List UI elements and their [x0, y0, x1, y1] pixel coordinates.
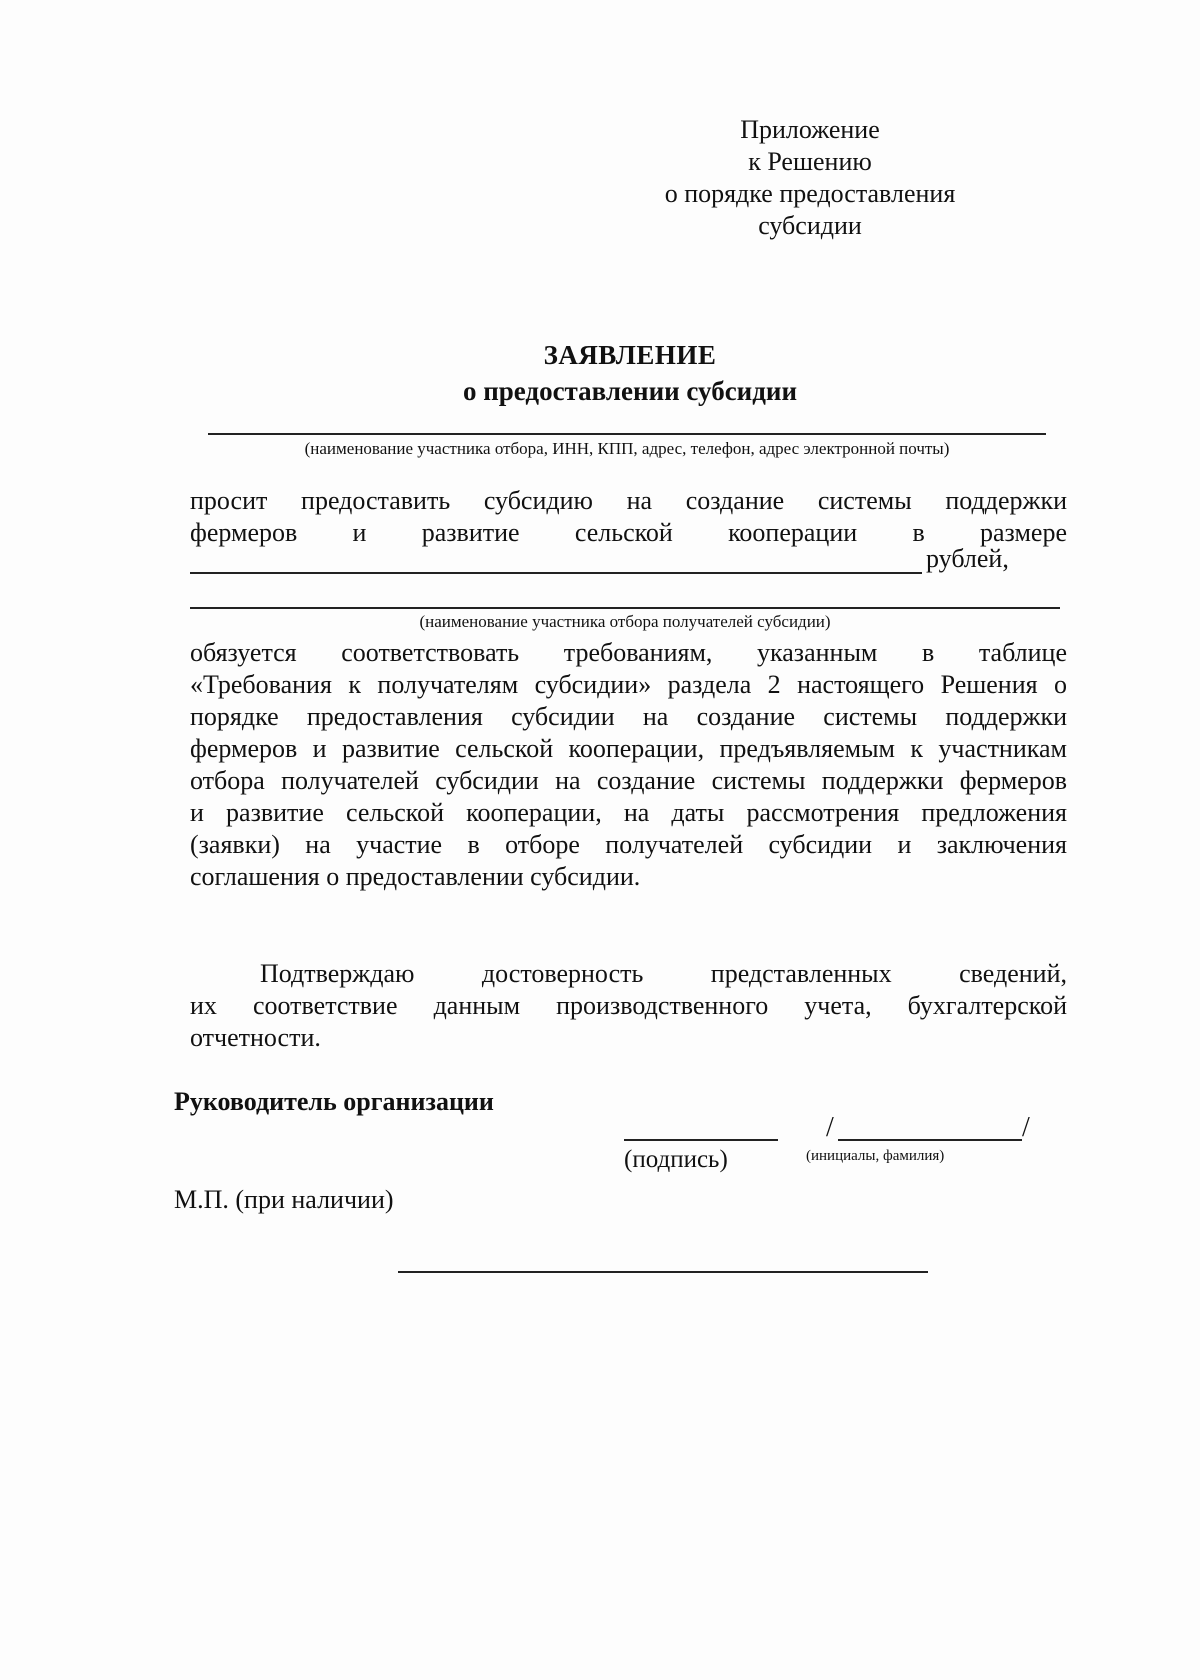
amount-row — [190, 544, 1067, 576]
document-title: ЗАЯВЛЕНИЕ — [543, 340, 717, 370]
bottom-rule — [398, 1271, 928, 1273]
initials-slash-right: / — [1022, 1112, 1030, 1143]
obligation-line-4: фермеров и развитие сельской кооперации, предъявляемым к участникам — [190, 734, 1067, 763]
initials-caption: (инициалы, фамилия) — [806, 1148, 945, 1164]
request-paragraph — [190, 485, 1067, 549]
applicant-caption: (наименование участника отбора, ИНН, КПП, адрес, телефон, адрес электронной почты) — [304, 439, 950, 458]
currency-label: рублей, — [926, 544, 1009, 573]
obligation-line-5: отбора получателей субсидии на создание системы поддержки фермеров — [190, 766, 1067, 795]
stamp-place-label: М.П. (при наличии) — [174, 1185, 394, 1214]
applicant-fill-line — [208, 433, 1046, 435]
recipient-caption: (наименование участника отбора получателей субсидии) — [419, 612, 831, 631]
confirmation-paragraph — [190, 958, 1067, 1054]
confirmation-line-3: отчетности. — [190, 1023, 321, 1052]
recipient-fill-line — [190, 607, 1060, 609]
obligation-line-3: порядке предоставления субсидии на создание системы поддержки — [190, 702, 1067, 731]
signature-fill-line — [624, 1139, 778, 1141]
obligation-line-8: соглашения о предоставлении субсидии. — [190, 862, 641, 891]
obligation-paragraph — [190, 637, 1067, 893]
document-subtitle: о предоставлении субсидии — [462, 376, 798, 406]
obligation-line-2: «Требования к получателям субсидии» раздела 2 настоящего Решения о — [190, 670, 1067, 699]
request-line-1: просит предоставить субсидию на создание системы поддержки — [190, 486, 1067, 515]
appendix-line-2: к Решению — [748, 147, 872, 176]
obligation-line-7: (заявки) на участие в отборе получателей субсидии и заключения — [190, 830, 1067, 859]
obligation-line-1: обязуется соответствовать требованиям, указанным в таблице — [190, 638, 1067, 667]
appendix-line-4: субсидии — [758, 211, 862, 240]
head-of-organization-label: Руководитель организации — [174, 1087, 494, 1116]
appendix-line-1: Приложение — [740, 115, 880, 144]
confirmation-line-1: Подтверждаю достоверность представленных сведений, — [260, 959, 1067, 988]
initials-fill-line — [838, 1139, 1022, 1141]
request-line-2: фермеров и развитие сельской кооперации в размере — [190, 518, 1067, 547]
signature-caption: (подпись) — [624, 1146, 728, 1173]
appendix-line-3: о порядке предоставления — [664, 179, 956, 208]
obligation-line-6: и развитие сельской кооперации, на даты рассмотрения предложения — [190, 798, 1067, 827]
amount-fill-line — [190, 572, 922, 574]
initials-slash-left: / — [826, 1112, 834, 1143]
appendix-header — [640, 114, 980, 242]
confirmation-line-2: их соответствие данным производственного учета, бухгалтерской — [190, 991, 1067, 1020]
